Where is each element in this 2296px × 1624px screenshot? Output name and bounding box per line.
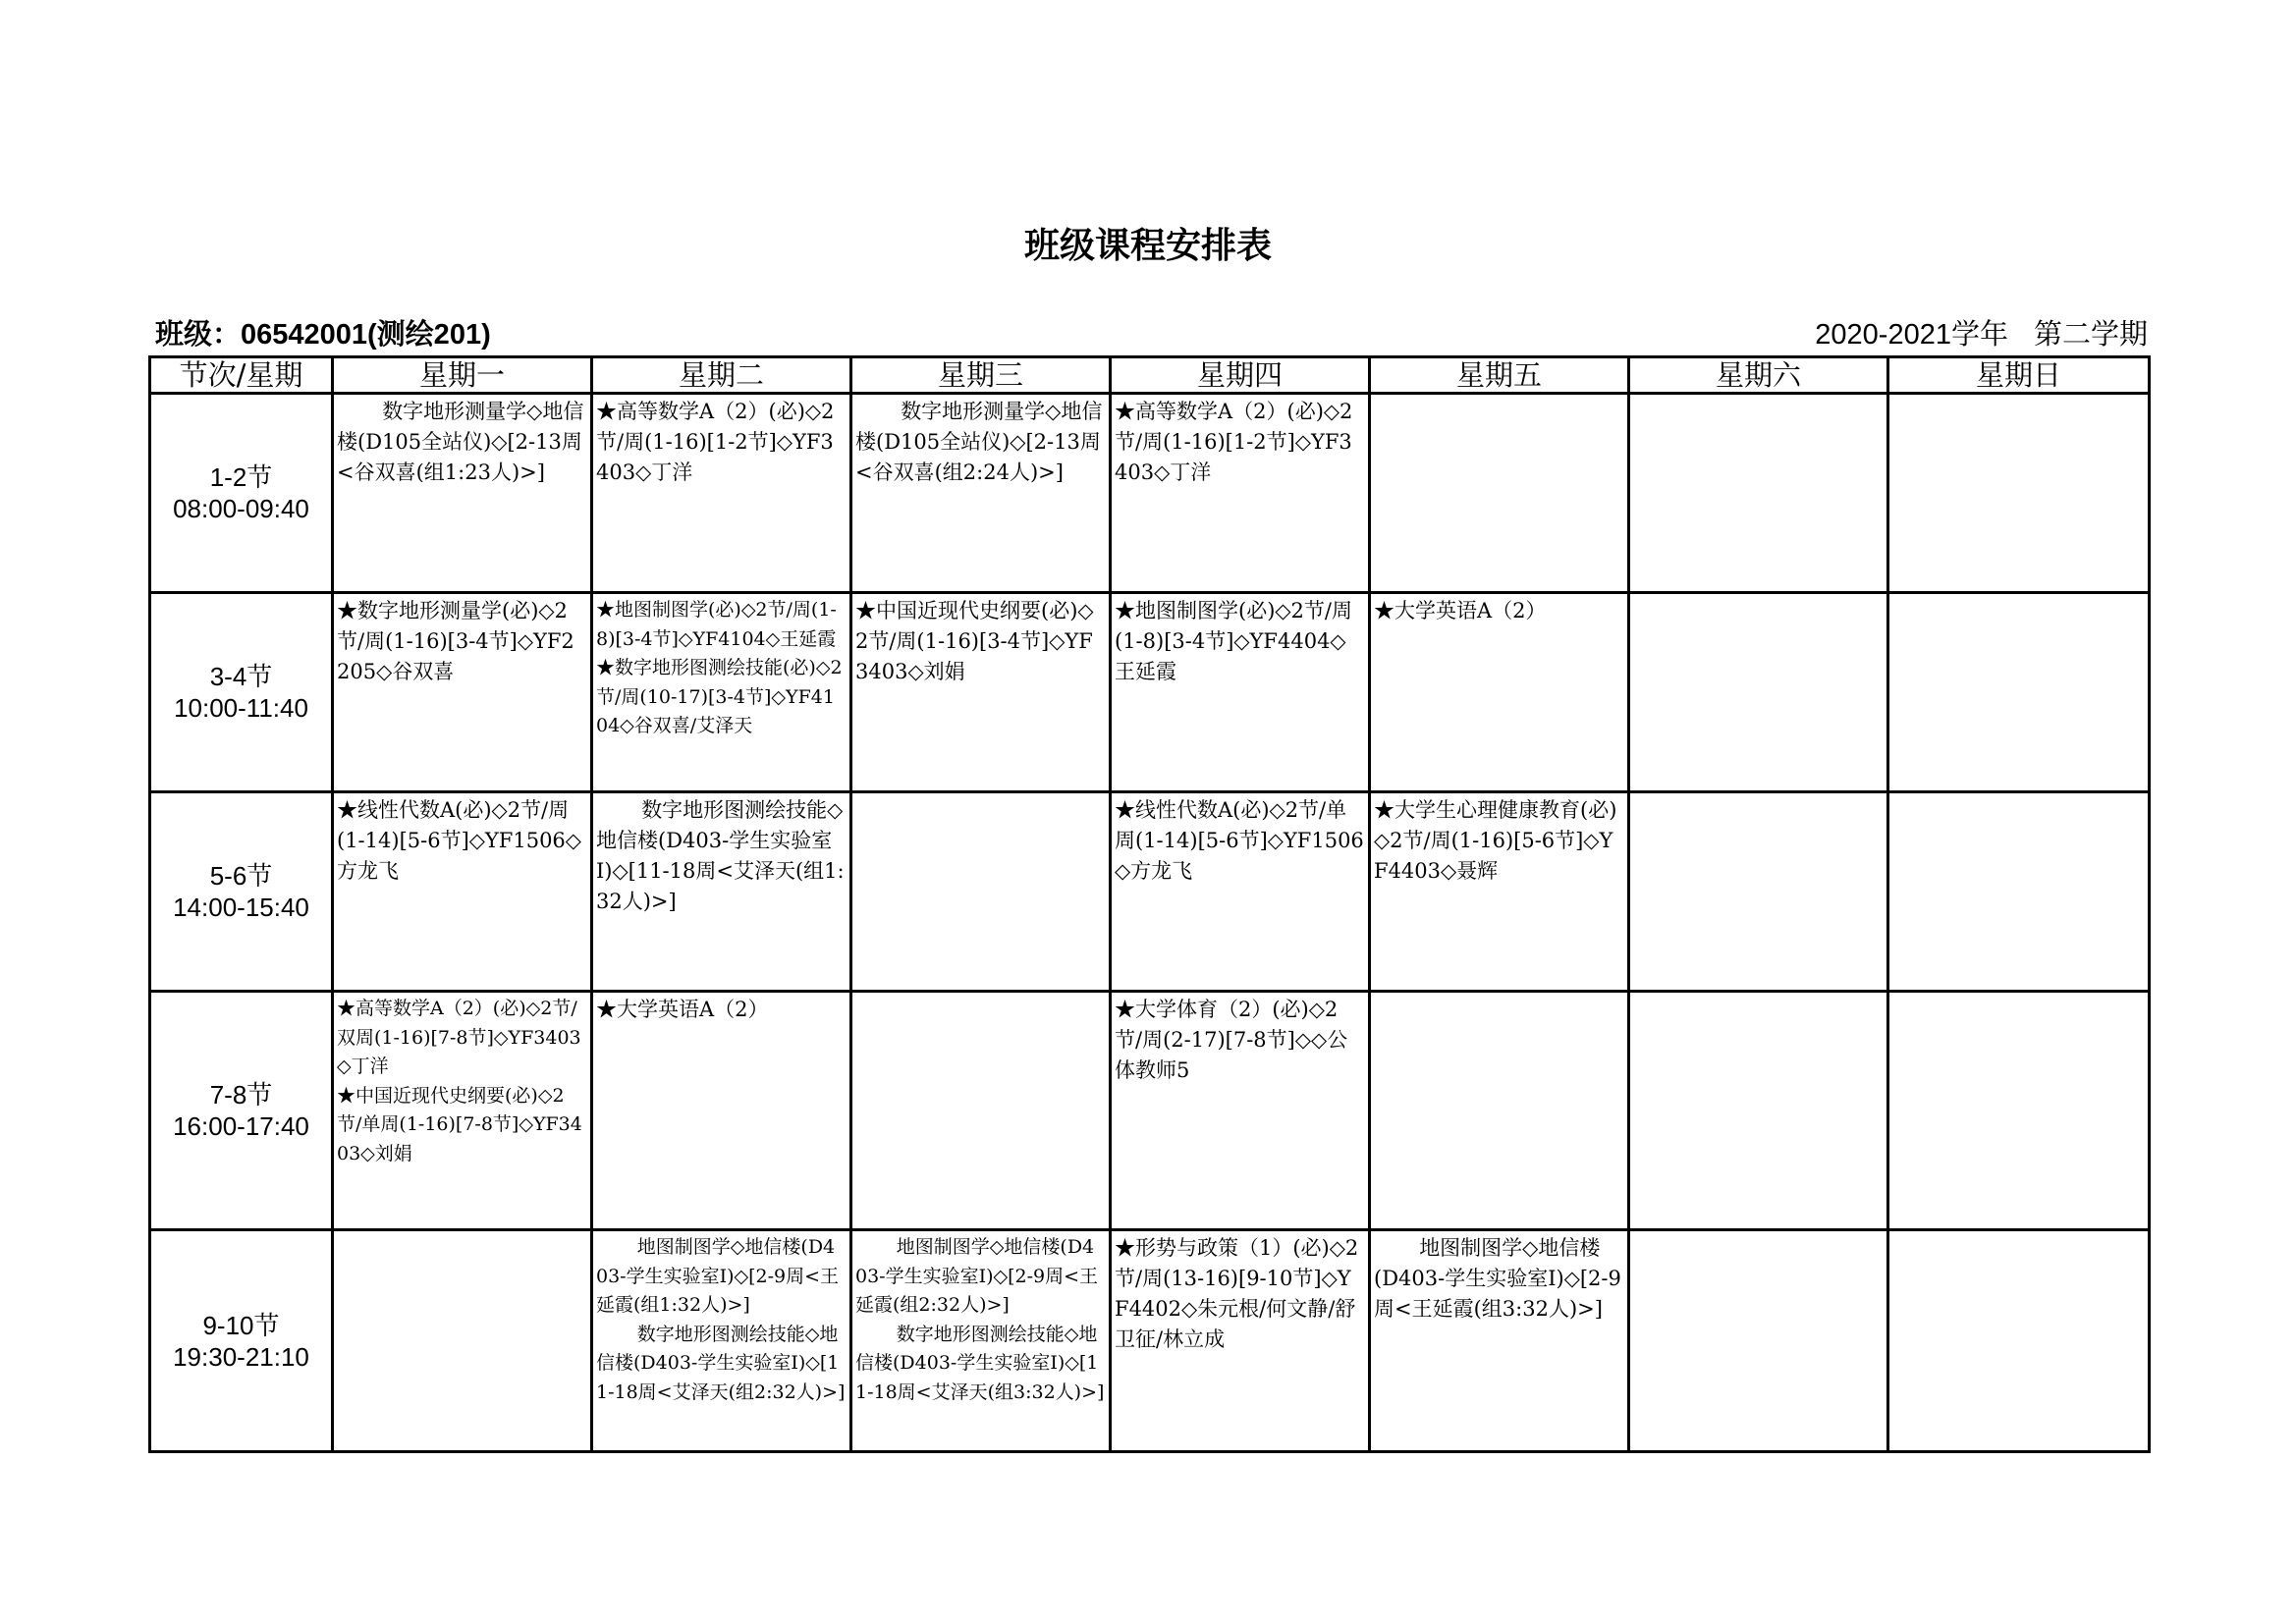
- course-cell-thursday: [1111, 1230, 1370, 1452]
- course-cell-monday: [333, 593, 592, 792]
- course-cell-saturday: [1629, 593, 1888, 792]
- course-cell-monday: [333, 792, 592, 992]
- course-cell-wednesday: [851, 1230, 1111, 1452]
- course-entry: ★数字地形图测绘技能(必)◇2节/周(10-17)[3-4节]◇YF4104◇谷双喜/艾泽天: [596, 657, 843, 736]
- period-cell: [150, 593, 333, 792]
- course-cell-wednesday: [851, 593, 1111, 792]
- course-entry: 数字地形图测绘技能◇地信楼(D403-学生实验室Ⅰ)◇[11-18周<艾泽天(组2:32人)>]: [596, 1323, 846, 1403]
- course-cell-saturday: [1629, 792, 1888, 992]
- course-cell-thursday: [1111, 394, 1370, 593]
- period-label: 5-6节: [209, 861, 273, 891]
- period-time: 08:00-09:40: [173, 494, 309, 523]
- period-label: 1-2节: [209, 462, 273, 492]
- schedule-row: [150, 992, 2150, 1230]
- period-time: 16:00-17:40: [173, 1111, 309, 1141]
- course-entry: ★大学生心理健康教育(必)◇2节/周(1-16)[5-6节]◇YF4403◇聂辉: [1374, 798, 1617, 883]
- course-entry: ★中国近现代史纲要(必)◇2节/单周(1-16)[7-8节]◇YF3403◇刘娟: [337, 1084, 582, 1164]
- course-entry: ★形势与政策（1）(必)◇2节/周(13-16)[9-10节]◇YF4402◇朱元根/何文静/舒卫征/林立成: [1115, 1236, 1359, 1351]
- course-cell-wednesday: [851, 394, 1111, 593]
- period-cell: [150, 394, 333, 593]
- header-row: [150, 357, 2150, 394]
- course-entry: ★高等数学A（2）(必)◇2节/双周(1-16)[7-8节]◇YF3403◇丁洋: [337, 998, 581, 1077]
- course-cell-thursday: [1111, 593, 1370, 792]
- course-entry: 数字地形测量学◇地信楼(D105全站仪)◇[2-13周<谷双喜(组1:23人)>]: [337, 400, 584, 484]
- course-cell-monday: [333, 394, 592, 593]
- course-cell-monday: [333, 992, 592, 1230]
- class-label: 班级：06542001(测绘201): [155, 319, 491, 351]
- course-cell-tuesday: [592, 593, 851, 792]
- course-cell-friday: [1370, 593, 1629, 792]
- period-time: 10:00-11:40: [174, 693, 308, 723]
- course-entry: ★大学体育（2）(必)◇2节/周(2-17)[7-8节]◇◇公体教师5: [1115, 998, 1348, 1082]
- course-cell-saturday: [1629, 992, 1888, 1230]
- period-cell: [150, 792, 333, 992]
- header-thursday: 星期四: [1111, 357, 1370, 394]
- period-label: 3-4节: [209, 662, 273, 691]
- course-entry: 数字地形图测绘技能◇地信楼(D403-学生实验室Ⅰ)◇[11-18周<艾泽天(组1:32人)>]: [596, 798, 845, 913]
- period-cell: [150, 992, 333, 1230]
- course-cell-friday: [1370, 394, 1629, 593]
- course-entry: ★地图制图学(必)◇2节/周(1-8)[3-4节]◇YF4104◇王延霞: [596, 599, 837, 650]
- header-friday: 星期五: [1370, 357, 1629, 394]
- course-cell-tuesday: [592, 1230, 851, 1452]
- header-saturday: 星期六: [1629, 357, 1888, 394]
- header-monday: 星期一: [333, 357, 592, 394]
- course-cell-sunday: [1888, 593, 2150, 792]
- term-label: [1815, 312, 2148, 352]
- course-entry: ★大学英语A（2）: [1374, 599, 1547, 623]
- period-time: 19:30-21:10: [173, 1341, 309, 1372]
- period-cell: [150, 1230, 333, 1452]
- course-cell-wednesday: [851, 992, 1111, 1230]
- academic-year: 2020-2021学年: [1815, 319, 2008, 351]
- course-cell-thursday: [1111, 992, 1370, 1230]
- course-cell-sunday: [1888, 792, 2150, 992]
- course-cell-sunday: [1888, 992, 2150, 1230]
- course-entry: 地图制图学◇地信楼(D403-学生实验室Ⅰ)◇[2-9周<王延霞(组2:32人)>]: [855, 1236, 1099, 1316]
- header-wednesday: 星期三: [851, 357, 1111, 394]
- course-cell-sunday: [1888, 394, 2150, 593]
- course-entry: ★线性代数A(必)◇2节/单周(1-14)[5-6节]◇YF1506◇方龙飞: [1115, 798, 1364, 883]
- course-cell-friday: [1370, 792, 1629, 992]
- schedule-row: [150, 593, 2150, 792]
- period-time: 14:00-15:40: [173, 893, 309, 922]
- course-entry: 数字地形测量学◇地信楼(D105全站仪)◇[2-13周<谷双喜(组2:24人)>]: [855, 400, 1103, 484]
- period-label: 7-8节: [209, 1080, 273, 1110]
- course-entry: ★线性代数A(必)◇2节/周(1-14)[5-6节]◇YF1506◇方龙飞: [337, 798, 581, 883]
- course-entry: ★高等数学A（2）(必)◇2节/周(1-16)[1-2节]◇YF3403◇丁洋: [596, 400, 835, 484]
- header-tuesday: 星期二: [592, 357, 851, 394]
- course-cell-thursday: [1111, 792, 1370, 992]
- course-cell-saturday: [1629, 1230, 1888, 1452]
- course-entry: 地图制图学◇地信楼(D403-学生实验室Ⅰ)◇[2-9周<王延霞(组1:32人)>]: [596, 1236, 840, 1316]
- course-cell-friday: [1370, 992, 1629, 1230]
- schedule-row: [150, 394, 2150, 593]
- header-period: 节次/星期: [150, 357, 333, 394]
- schedule-row: [150, 1230, 2150, 1452]
- schedule-table: [148, 355, 2151, 1453]
- semester: 第二学期: [2033, 319, 2148, 351]
- schedule-row: [150, 792, 2150, 992]
- course-cell-monday: [333, 1230, 592, 1452]
- course-entry: ★高等数学A（2）(必)◇2节/周(1-16)[1-2节]◇YF3403◇丁洋: [1115, 400, 1353, 484]
- course-cell-sunday: [1888, 1230, 2150, 1452]
- course-entry: ★地图制图学(必)◇2节/周(1-8)[3-4节]◇YF4404◇王延霞: [1115, 599, 1352, 683]
- course-entry: ★大学英语A（2）: [596, 998, 769, 1021]
- course-entry: ★中国近现代史纲要(必)◇2节/周(1-16)[3-4节]◇YF3403◇刘娟: [855, 599, 1094, 683]
- course-cell-saturday: [1629, 394, 1888, 593]
- course-cell-tuesday: [592, 394, 851, 593]
- course-entry: ★数字地形测量学(必)◇2节/周(1-16)[3-4节]◇YF2205◇谷双喜: [337, 599, 574, 683]
- period-label: 9-10节: [202, 1310, 280, 1340]
- course-cell-friday: [1370, 1230, 1629, 1452]
- course-entry: 数字地形图测绘技能◇地信楼(D403-学生实验室Ⅰ)◇[11-18周<艾泽天(组3:32人)>]: [855, 1323, 1105, 1403]
- course-cell-tuesday: [592, 792, 851, 992]
- course-cell-wednesday: [851, 792, 1111, 992]
- course-cell-tuesday: [592, 992, 851, 1230]
- page-title: 班级课程安排表: [1023, 226, 1272, 266]
- header-sunday: 星期日: [1888, 357, 2150, 394]
- course-entry: 地图制图学◇地信楼(D403-学生实验室Ⅰ)◇[2-9周<王延霞(组3:32人)>]: [1374, 1236, 1621, 1321]
